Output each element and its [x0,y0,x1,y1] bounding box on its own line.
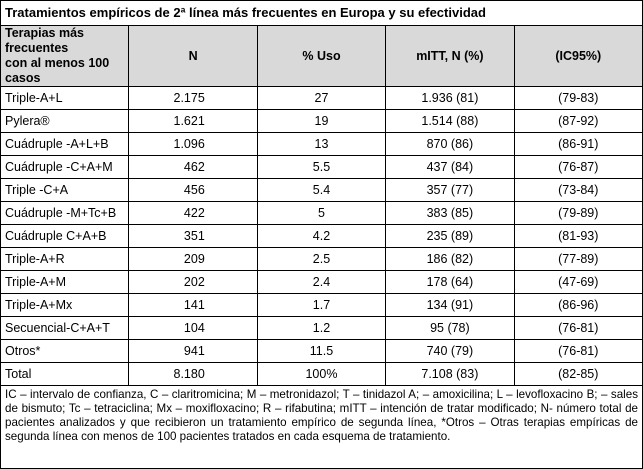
cell-uso: 19 [257,110,385,133]
cell-therapy: Triple-A+R [1,248,129,271]
cell-ic: (76-87) [514,156,642,179]
cell-mitt: 134 (91) [386,294,514,317]
cell-therapy: Cuádruple -M+Tc+B [1,202,129,225]
cell-n: 941 [129,340,257,363]
cell-therapy: Triple -C+A [1,179,129,202]
cell-uso: 13 [257,133,385,156]
header-row [1,26,643,87]
cell-mitt: 186 (82) [386,248,514,271]
cell-mitt: 437 (84) [386,156,514,179]
cell-n: 104 [129,317,257,340]
cell-uso: 4.2 [257,225,385,248]
cell-mitt: 178 (64) [386,271,514,294]
cell-n: 351 [129,225,257,248]
cell-ic: (77-89) [514,248,642,271]
cell-mitt: 740 (79) [386,340,514,363]
cell-mitt: 357 (77) [386,179,514,202]
cell-n: 2.175 [129,87,257,110]
cell-ic: (82-85) [514,363,642,386]
cell-uso: 2.4 [257,271,385,294]
table-row [1,225,643,248]
cell-ic: (76-81) [514,340,642,363]
table-row [1,317,643,340]
table-row [1,340,643,363]
table-title: Tratamientos empíricos de 2ª línea más frecuentes en Europa y su efectividad [1,1,643,26]
cell-therapy: Total [1,363,129,386]
header-mitt: mITT, N (%) [386,26,514,87]
cell-ic: (87-92) [514,110,642,133]
header-therapy-line2: con al menos 100 casos [5,56,110,85]
cell-uso: 5 [257,202,385,225]
cell-mitt: 7.108 (83) [386,363,514,386]
cell-n: 462 [129,156,257,179]
table-row [1,87,643,110]
cell-n: 141 [129,294,257,317]
cell-uso: 11.5 [257,340,385,363]
header-therapy-line1: Terapias más frecuentes [5,26,84,55]
table-row [1,271,643,294]
cell-n: 422 [129,202,257,225]
title-row [1,1,643,26]
cell-therapy: Secuencial-C+A+T [1,317,129,340]
cell-mitt: 95 (78) [386,317,514,340]
cell-n: 1.621 [129,110,257,133]
cell-uso: 1.2 [257,317,385,340]
cell-ic: (47-69) [514,271,642,294]
cell-mitt: 235 (89) [386,225,514,248]
table-row [1,179,643,202]
cell-mitt: 1.514 (88) [386,110,514,133]
table-row [1,156,643,179]
cell-uso: 2.5 [257,248,385,271]
cell-mitt: 1.936 (81) [386,87,514,110]
table-row [1,363,643,386]
cell-therapy: Otros* [1,340,129,363]
cell-ic: (86-91) [514,133,642,156]
cell-uso: 1.7 [257,294,385,317]
header-ic95: (IC95%) [514,26,642,87]
cell-therapy: Triple-A+Mx [1,294,129,317]
cell-therapy: Cuádruple -C+A+M [1,156,129,179]
footnote-row [1,386,643,469]
cell-ic: (73-84) [514,179,642,202]
cell-uso: 5.4 [257,179,385,202]
header-uso: % Uso [257,26,385,87]
cell-uso: 5.5 [257,156,385,179]
cell-n: 202 [129,271,257,294]
cell-n: 1.096 [129,133,257,156]
cell-therapy: Pylera® [1,110,129,133]
header-therapy [1,26,129,87]
footnote: IC – intervalo de confianza, C – claritromicina; M – metronidazol; T – tinidazol A; – amoxicilina; L – levofloxacino B; – sales de bismuto; Tc – tetraciclina; Mx – moxifloxacino; R – rifabutina; mITT – intención de tratar modificado; N- número total de pacientes analizados y que recibieron un tratamiento empírico de segunda línea, *Otros – Otras terapias empíricas de segunda línea con menos de 100 pacientes tratados en cada esquema de tratamiento. [1,386,643,469]
table-row [1,202,643,225]
cell-ic: (76-81) [514,317,642,340]
cell-mitt: 383 (85) [386,202,514,225]
cell-ic: (79-83) [514,87,642,110]
cell-ic: (81-93) [514,225,642,248]
cell-n: 8.180 [129,363,257,386]
cell-therapy: Triple-A+M [1,271,129,294]
cell-n: 456 [129,179,257,202]
header-n: N [129,26,257,87]
table-row [1,133,643,156]
cell-ic: (86-96) [514,294,642,317]
cell-n: 209 [129,248,257,271]
cell-uso: 27 [257,87,385,110]
cell-mitt: 870 (86) [386,133,514,156]
table-row [1,110,643,133]
cell-ic: (79-89) [514,202,642,225]
table-row [1,248,643,271]
cell-therapy: Triple-A+L [1,87,129,110]
table-row [1,294,643,317]
cell-therapy: Cuádruple C+A+B [1,225,129,248]
cell-therapy: Cuádruple -A+L+B [1,133,129,156]
table-body [1,87,643,386]
cell-uso: 100% [257,363,385,386]
